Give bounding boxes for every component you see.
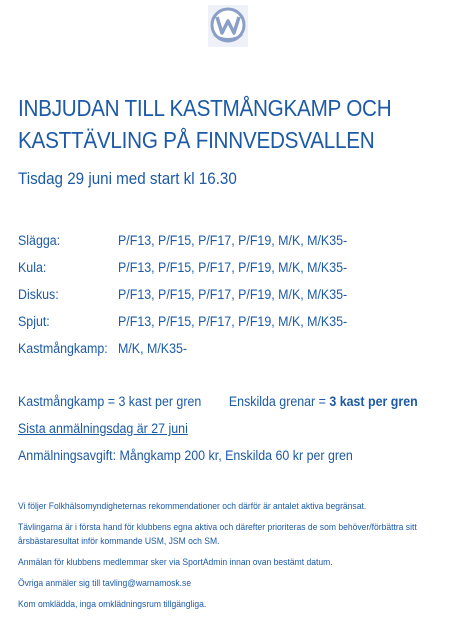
title-line-2: KASTTÄVLING PÅ FINNVEDSVALLEN — [18, 127, 375, 153]
event-name: Spjut: — [18, 314, 50, 329]
event-row — [18, 285, 438, 312]
note-item: Kom omklädda, inga omklädningsrum tillgängliga. — [18, 599, 207, 610]
club-logo — [208, 5, 248, 47]
note-item: Anmälan för klubbens medlemmar sker via SportAdmin innan ovan bestämt datum. — [18, 557, 333, 568]
note-item: Vi följer Folkhälsomyndigheternas rekommendationer och därför är antalet aktiva begränsat. — [18, 501, 367, 512]
note-item: Tävlingarna är i första hand för klubbens egna aktiva och därefter prioriteras de som behöver/förbättra sitt årsbästaresultat inför kommande USM, JSM och SM. — [18, 522, 417, 547]
event-name: Kula: — [18, 260, 47, 275]
event-classes: P/F13, P/F15, P/F17, P/F19, M/K, M/K35- — [118, 287, 348, 302]
enskilda-rule-bold: 3 kast per gren — [329, 394, 418, 409]
notes — [18, 500, 450, 619]
page-title — [18, 92, 396, 156]
event-list — [18, 231, 438, 366]
event-name: Diskus: — [18, 287, 59, 302]
event-name: Slägga: — [18, 233, 61, 248]
event-row — [18, 312, 438, 339]
event-classes: M/K, M/K35- — [118, 341, 188, 356]
rules-line — [18, 392, 418, 412]
mangkamp-rule: Kastmångkamp = 3 kast per gren — [18, 394, 202, 409]
event-date: Tisdag 29 juni med start kl 16.30 — [18, 170, 237, 188]
event-row — [18, 339, 438, 366]
enskilda-rule-prefix: Enskilda grenar = — [228, 394, 330, 409]
event-classes: P/F13, P/F15, P/F17, P/F19, M/K, M/K35- — [118, 314, 348, 329]
event-name: Kastmångkamp: — [18, 341, 108, 356]
event-row — [18, 231, 438, 258]
fee: Anmälningsavgift: Mångkamp 200 kr, Enskilda 60 kr per gren — [18, 448, 353, 463]
event-classes: P/F13, P/F15, P/F17, P/F19, M/K, M/K35- — [118, 233, 348, 248]
event-row — [18, 258, 438, 285]
event-classes: P/F13, P/F15, P/F17, P/F19, M/K, M/K35- — [118, 260, 348, 275]
deadline: Sista anmälningsdag är 27 juni — [18, 421, 188, 436]
note-item: Övriga anmäler sig till tavling@warnamosk.se — [18, 578, 192, 589]
title-line-1: INBJUDAN TILL KASTMÅNGKAMP OCH — [18, 95, 392, 121]
